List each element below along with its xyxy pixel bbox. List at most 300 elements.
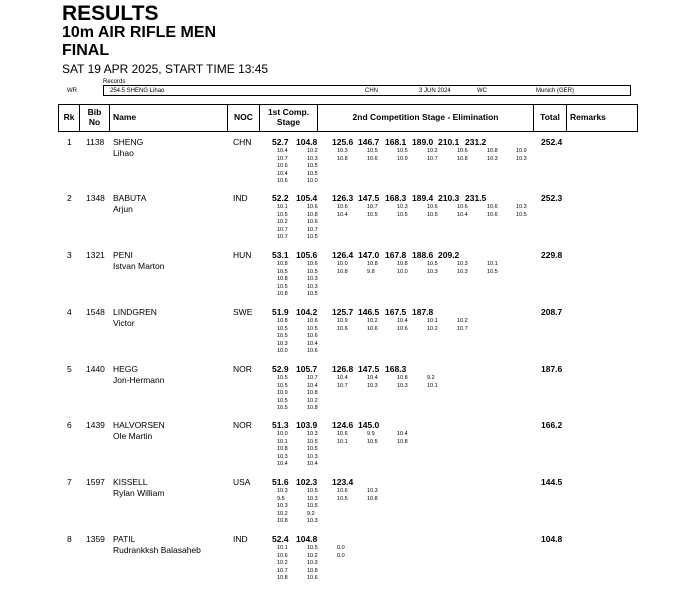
shot-score: 10.4 — [307, 340, 318, 347]
shot-series — [457, 261, 468, 276]
athlete-first-name: Istvan Marton — [113, 261, 165, 271]
noc-cell: USA — [233, 477, 251, 487]
shot-score: 10.6 — [397, 325, 408, 332]
shot-score: 10.5 — [277, 375, 288, 381]
stage1-subtotal: 52.7 — [272, 137, 289, 147]
shot-score: 10.9 — [516, 148, 527, 154]
shot-score: 10.5 — [277, 283, 288, 290]
shot-score: 10.6 — [307, 219, 318, 226]
stage2-subtotal: 126.3 — [332, 193, 354, 203]
shot-score: 10.7 — [307, 226, 318, 233]
shot-score: 10.3 — [307, 560, 318, 567]
shot-score: 10.0 — [277, 431, 288, 437]
shot-score: 10.1 — [427, 382, 438, 389]
shot-score: 10.5 — [277, 333, 288, 340]
rank-cell: 8 — [67, 534, 72, 544]
shot-series — [367, 431, 378, 446]
shot-score: 10.8 — [277, 261, 288, 267]
shot-series — [397, 318, 408, 333]
shot-score: 10.0 — [337, 261, 348, 267]
shot-score: 10.5 — [367, 438, 378, 445]
stage2-subtotal: 231.2 — [465, 137, 487, 147]
shot-score: 9.2 — [307, 510, 315, 517]
shot-series — [307, 318, 318, 356]
bib-cell: 1439 — [86, 420, 105, 430]
shot-score: 10.8 — [397, 375, 408, 381]
shot-score: 10.3 — [277, 453, 288, 460]
shot-score: 10.6 — [427, 204, 438, 210]
shot-score: 10.3 — [367, 382, 378, 389]
shot-score: 10.8 — [307, 567, 318, 574]
stage2-subtotal: 188.6 — [412, 250, 434, 260]
shot-score: 10.5 — [277, 268, 288, 275]
athlete-first-name: Arjun — [113, 204, 133, 214]
stage2-subtotal: 125.7 — [332, 307, 354, 317]
shot-score: 10.5 — [307, 503, 318, 510]
bib-cell: 1440 — [86, 364, 105, 374]
header-bib: Bib No — [80, 105, 110, 131]
shot-score: 10.5 — [307, 446, 318, 453]
total-score: 252.4 — [541, 137, 563, 147]
stage1-subtotal: 103.9 — [296, 420, 318, 430]
shot-score: 10.8 — [277, 518, 288, 525]
noc-cell: NOR — [233, 364, 252, 374]
shot-score: 10.6 — [307, 318, 318, 324]
shot-score: 10.5 — [307, 325, 318, 332]
shot-score: 10.7 — [307, 375, 318, 381]
noc-cell: NOR — [233, 420, 252, 430]
bib-cell: 1138 — [86, 137, 105, 147]
shot-score: 10.6 — [307, 348, 318, 355]
shot-series — [277, 375, 288, 413]
shot-score: 10.4 — [397, 431, 408, 437]
shot-score: 10.5 — [307, 163, 318, 170]
shot-score: 10.6 — [307, 575, 318, 582]
shot-series — [516, 204, 527, 219]
total-score: 229.8 — [541, 250, 563, 260]
shot-score: 10.4 — [397, 318, 408, 324]
bib-cell: 1548 — [86, 307, 105, 317]
shot-score: 10.5 — [516, 211, 527, 218]
shot-series — [337, 375, 348, 390]
shot-score: 10.4 — [457, 211, 468, 218]
shot-score: 10.8 — [307, 405, 318, 412]
shot-score: 10.3 — [337, 148, 348, 154]
shot-score: 10.6 — [457, 204, 468, 210]
stage1-subtotal: 104.8 — [296, 534, 318, 544]
stage1-subtotal: 105.4 — [296, 193, 318, 203]
shot-score: 10.8 — [367, 261, 378, 267]
shot-score: 10.1 — [487, 261, 498, 267]
stage2-subtotal: 126.8 — [332, 364, 354, 374]
stage2-subtotal: 210.1 — [438, 137, 460, 147]
athlete-last-name: PATIL — [113, 534, 136, 544]
records-label: Records — [103, 79, 126, 85]
shot-score: 10.3 — [307, 283, 318, 290]
shot-score: 10.4 — [277, 170, 288, 177]
shot-score: 10.5 — [307, 170, 318, 177]
shot-score: 10.3 — [307, 453, 318, 460]
shot-score: 10.7 — [277, 155, 288, 162]
shot-series — [367, 488, 378, 503]
total-score: 166.2 — [541, 420, 563, 430]
shot-score: 10.6 — [277, 178, 288, 185]
stage2-subtotal: 168.3 — [385, 364, 407, 374]
stage2-subtotal: 147.5 — [358, 364, 380, 374]
shot-series — [427, 261, 438, 276]
shot-score: 10.2 — [307, 148, 318, 154]
record-noc: CHN — [365, 88, 378, 94]
shot-score: 10.2 — [277, 510, 288, 517]
shot-score: 10.7 — [277, 567, 288, 574]
noc-cell: IND — [233, 193, 248, 203]
shot-series — [397, 431, 408, 446]
shot-series — [307, 204, 318, 242]
shot-score: 10.5 — [307, 234, 318, 241]
stage2-subtotal: 125.6 — [332, 137, 354, 147]
shot-series — [457, 148, 468, 163]
shot-series — [337, 204, 348, 219]
shot-series — [457, 318, 468, 333]
shot-score: 10.5 — [277, 325, 288, 332]
shot-score: 10.3 — [277, 503, 288, 510]
shot-score: 10.6 — [487, 211, 498, 218]
shot-score: 10.7 — [277, 226, 288, 233]
header-remarks: Remarks — [570, 112, 606, 123]
noc-cell: HUN — [233, 250, 252, 260]
shot-series — [397, 204, 408, 219]
shot-score: 10.4 — [337, 211, 348, 218]
shot-score: 10.1 — [277, 545, 288, 551]
shot-score: 10.3 — [307, 431, 318, 437]
header-stage1: 1st Comp. Stage — [260, 105, 318, 131]
shot-series — [367, 204, 378, 219]
stage2-subtotal: 209.2 — [438, 250, 460, 260]
shot-score: 10.7 — [427, 155, 438, 162]
shot-score: 10.8 — [307, 390, 318, 397]
stage2-subtotal: 126.4 — [332, 250, 354, 260]
shot-score: 10.2 — [427, 148, 438, 154]
event-name: 10m AIR RIFLE MEN — [62, 24, 217, 41]
shot-score: 10.5 — [337, 495, 348, 502]
shot-series — [307, 148, 318, 186]
shot-score: 10.3 — [516, 155, 527, 162]
shot-series — [427, 318, 438, 333]
shot-score: 10.8 — [277, 291, 288, 298]
shot-score: 9.8 — [367, 268, 375, 275]
shot-score: 10.5 — [397, 211, 408, 218]
stage2-subtotal: 124.6 — [332, 420, 354, 430]
stage2-subtotal: 189.4 — [412, 193, 434, 203]
rank-cell: 6 — [67, 420, 72, 430]
shot-series — [277, 204, 288, 242]
stage2-subtotal: 147.0 — [358, 250, 380, 260]
shot-score: 10.1 — [277, 204, 288, 210]
shot-score: 9.5 — [277, 495, 285, 502]
record-type: WR — [67, 88, 77, 94]
shot-score: 10.4 — [307, 461, 318, 468]
shot-score: 0.0 — [337, 552, 345, 559]
shot-score: 10.3 — [457, 268, 468, 275]
shot-score: 10.3 — [427, 268, 438, 275]
stage2-subtotal: 187.8 — [412, 307, 434, 317]
shot-score: 10.3 — [277, 340, 288, 347]
shot-score: 10.4 — [307, 382, 318, 389]
athlete-last-name: PENI — [113, 250, 133, 260]
stage2-subtotal: 145.0 — [358, 420, 380, 430]
stage2-subtotal: 167.5 — [385, 307, 407, 317]
shot-score: 10.0 — [277, 348, 288, 355]
bib-cell: 1321 — [86, 250, 105, 260]
shot-score: 10.3 — [307, 276, 318, 283]
shot-score: 10.6 — [487, 204, 498, 210]
shot-score: 10.8 — [307, 211, 318, 218]
shot-score: 10.5 — [277, 382, 288, 389]
stage1-subtotal: 52.4 — [272, 534, 289, 544]
stage2-subtotal: 189.0 — [412, 137, 434, 147]
shot-series — [307, 545, 318, 583]
shot-series — [487, 261, 498, 276]
shot-series — [427, 375, 438, 390]
athlete-first-name: Rudrankksh Balasaheb — [113, 545, 201, 555]
shot-score: 10.2 — [277, 560, 288, 567]
header-stage2: 2nd Competition Stage - Elimination — [318, 105, 534, 131]
shot-score: 10.4 — [277, 148, 288, 154]
shot-score: 10.8 — [277, 446, 288, 453]
shot-series — [277, 431, 288, 469]
shot-score: 10.5 — [307, 438, 318, 445]
shot-score: 10.9 — [397, 155, 408, 162]
shot-score: 10.6 — [307, 204, 318, 210]
header-name: Name — [110, 105, 228, 131]
shot-score: 10.3 — [367, 488, 378, 494]
total-score: 104.8 — [541, 534, 563, 544]
shot-series — [277, 261, 288, 299]
shot-score: 10.6 — [367, 325, 378, 332]
shot-series — [277, 488, 288, 526]
stage1-subtotal: 104.2 — [296, 307, 318, 317]
shot-score: 10.3 — [457, 261, 468, 267]
shot-score: 10.5 — [307, 291, 318, 298]
noc-cell: SWE — [233, 307, 253, 317]
shot-series — [427, 148, 438, 163]
stage1-subtotal: 52.2 — [272, 193, 289, 203]
athlete-last-name: KISSELL — [113, 477, 148, 487]
shot-score: 10.8 — [457, 155, 468, 162]
shot-series — [277, 318, 288, 356]
stage1-subtotal: 52.9 — [272, 364, 289, 374]
record-score-name: 254.5 SHENG Lihao — [110, 88, 165, 94]
rank-cell: 4 — [67, 307, 72, 317]
bib-cell: 1348 — [86, 193, 105, 203]
shot-series — [367, 148, 378, 163]
athlete-last-name: BABUTA — [113, 193, 147, 203]
shot-series — [277, 545, 288, 583]
shot-score: 0.0 — [337, 545, 345, 551]
shot-score: 10.5 — [367, 211, 378, 218]
shot-series — [397, 261, 408, 276]
noc-cell: IND — [233, 534, 248, 544]
shot-series — [367, 375, 378, 390]
noc-cell: CHN — [233, 137, 252, 147]
shot-series — [367, 261, 378, 276]
shot-score: 10.5 — [277, 405, 288, 412]
table-header — [58, 104, 638, 132]
athlete-last-name: LINDGREN — [113, 307, 157, 317]
shot-series — [307, 261, 318, 299]
total-score: 144.5 — [541, 477, 563, 487]
shot-score: 10.7 — [457, 325, 468, 332]
results-title: RESULTS — [62, 2, 159, 25]
shot-score: 10.5 — [277, 397, 288, 404]
shot-score: 10.6 — [337, 431, 348, 437]
shot-series — [277, 148, 288, 186]
rank-cell: 7 — [67, 477, 72, 487]
shot-series — [516, 148, 527, 163]
shot-score: 10.4 — [277, 461, 288, 468]
record-date: 3 JUN 2024 — [419, 88, 451, 94]
shot-score: 10.6 — [367, 155, 378, 162]
phase-name: FINAL — [62, 42, 110, 59]
record-competition: WC — [477, 88, 487, 94]
shot-score: 10.6 — [277, 163, 288, 170]
shot-score: 10.7 — [337, 382, 348, 389]
shot-series — [337, 318, 348, 333]
shot-score: 10.5 — [487, 268, 498, 275]
shot-series — [487, 204, 498, 219]
rank-cell: 5 — [67, 364, 72, 374]
shot-score: 10.5 — [277, 211, 288, 218]
shot-series — [307, 488, 318, 526]
shot-score: 10.5 — [307, 545, 318, 551]
shot-score: 10.8 — [397, 261, 408, 267]
shot-series — [307, 431, 318, 469]
stage2-subtotal: 167.8 — [385, 250, 407, 260]
athlete-first-name: Lihao — [113, 148, 134, 158]
stage2-subtotal: 168.1 — [385, 137, 407, 147]
stage1-subtotal: 51.6 — [272, 477, 289, 487]
shot-score: 10.2 — [427, 325, 438, 332]
shot-score: 10.2 — [277, 219, 288, 226]
bib-cell: 1597 — [86, 477, 105, 487]
athlete-first-name: Victor — [113, 318, 135, 328]
shot-score: 10.8 — [367, 495, 378, 502]
shot-score: 10.8 — [277, 276, 288, 283]
shot-score: 10.5 — [397, 148, 408, 154]
shot-score: 10.6 — [337, 488, 348, 494]
header-noc: NOC — [228, 105, 260, 131]
shot-score: 10.3 — [307, 155, 318, 162]
shot-score: 10.3 — [397, 204, 408, 210]
shot-series — [337, 545, 345, 560]
total-score: 187.6 — [541, 364, 563, 374]
rank-cell: 1 — [67, 137, 72, 147]
shot-series — [367, 318, 378, 333]
stage2-subtotal: 210.3 — [438, 193, 460, 203]
stage1-subtotal: 51.3 — [272, 420, 289, 430]
shot-score: 10.0 — [397, 268, 408, 275]
header-total: Total — [534, 105, 567, 131]
rank-cell: 2 — [67, 193, 72, 203]
shot-series — [307, 375, 318, 413]
shot-score: 10.3 — [307, 495, 318, 502]
shot-series — [487, 148, 498, 163]
shot-score: 10.3 — [397, 382, 408, 389]
shot-score: 10.8 — [487, 148, 498, 154]
shot-score: 10.5 — [427, 211, 438, 218]
shot-score: 10.8 — [337, 155, 348, 162]
shot-score: 10.8 — [397, 438, 408, 445]
shot-score: 10.3 — [307, 518, 318, 525]
shot-series — [337, 261, 348, 276]
record-place: Munich (GER) — [536, 88, 575, 94]
shot-score: 10.2 — [307, 397, 318, 404]
stage1-subtotal: 104.8 — [296, 137, 318, 147]
shot-score: 10.7 — [367, 204, 378, 210]
stage2-subtotal: 123.4 — [332, 477, 354, 487]
total-score: 252.3 — [541, 193, 563, 203]
shot-score: 10.2 — [367, 318, 378, 324]
shot-score: 10.5 — [367, 148, 378, 154]
shot-score: 9.9 — [367, 431, 375, 437]
shot-score: 10.8 — [277, 575, 288, 582]
event-datetime: SAT 19 APR 2025, START TIME 13:45 — [62, 62, 269, 76]
shot-score: 10.9 — [337, 318, 348, 324]
shot-score: 10.2 — [307, 552, 318, 559]
stage2-subtotal: 231.5 — [465, 193, 487, 203]
record-box — [103, 85, 631, 96]
athlete-first-name: Rylan William — [113, 488, 165, 498]
shot-score: 10.6 — [307, 333, 318, 340]
athlete-last-name: SHENG — [113, 137, 144, 147]
shot-series — [337, 148, 348, 163]
shot-series — [427, 204, 438, 219]
shot-score: 10.3 — [516, 204, 527, 210]
stage2-subtotal: 168.3 — [385, 193, 407, 203]
shot-score: 10.0 — [307, 178, 318, 185]
shot-score: 10.4 — [367, 375, 378, 381]
shot-score: 10.1 — [427, 318, 438, 324]
shot-series — [337, 431, 348, 446]
shot-series — [337, 488, 348, 503]
shot-score: 10.3 — [277, 488, 288, 494]
shot-score: 10.2 — [457, 318, 468, 324]
header-rank: Rk — [59, 105, 80, 131]
shot-score: 10.1 — [337, 438, 348, 445]
shot-score: 10.7 — [277, 234, 288, 241]
shot-series — [397, 375, 408, 390]
shot-score: 10.4 — [337, 375, 348, 381]
shot-score: 10.8 — [337, 268, 348, 275]
athlete-last-name: HEGG — [113, 364, 139, 374]
athlete-last-name: HALVORSEN — [113, 420, 165, 430]
shot-score: 10.6 — [337, 325, 348, 332]
total-score: 208.7 — [541, 307, 563, 317]
stage1-subtotal: 102.3 — [296, 477, 318, 487]
shot-score: 10.5 — [427, 261, 438, 267]
shot-score: 10.6 — [337, 204, 348, 210]
shot-score: 10.6 — [277, 552, 288, 559]
shot-score: 9.2 — [427, 375, 435, 381]
stage2-subtotal: 146.7 — [358, 137, 380, 147]
stage1-subtotal: 53.1 — [272, 250, 289, 260]
stage2-subtotal: 146.5 — [358, 307, 380, 317]
shot-score: 10.5 — [307, 488, 318, 494]
athlete-first-name: Jon-Hermann — [113, 375, 165, 385]
shot-series — [397, 148, 408, 163]
shot-score: 10.3 — [487, 155, 498, 162]
shot-score: 10.8 — [277, 318, 288, 324]
